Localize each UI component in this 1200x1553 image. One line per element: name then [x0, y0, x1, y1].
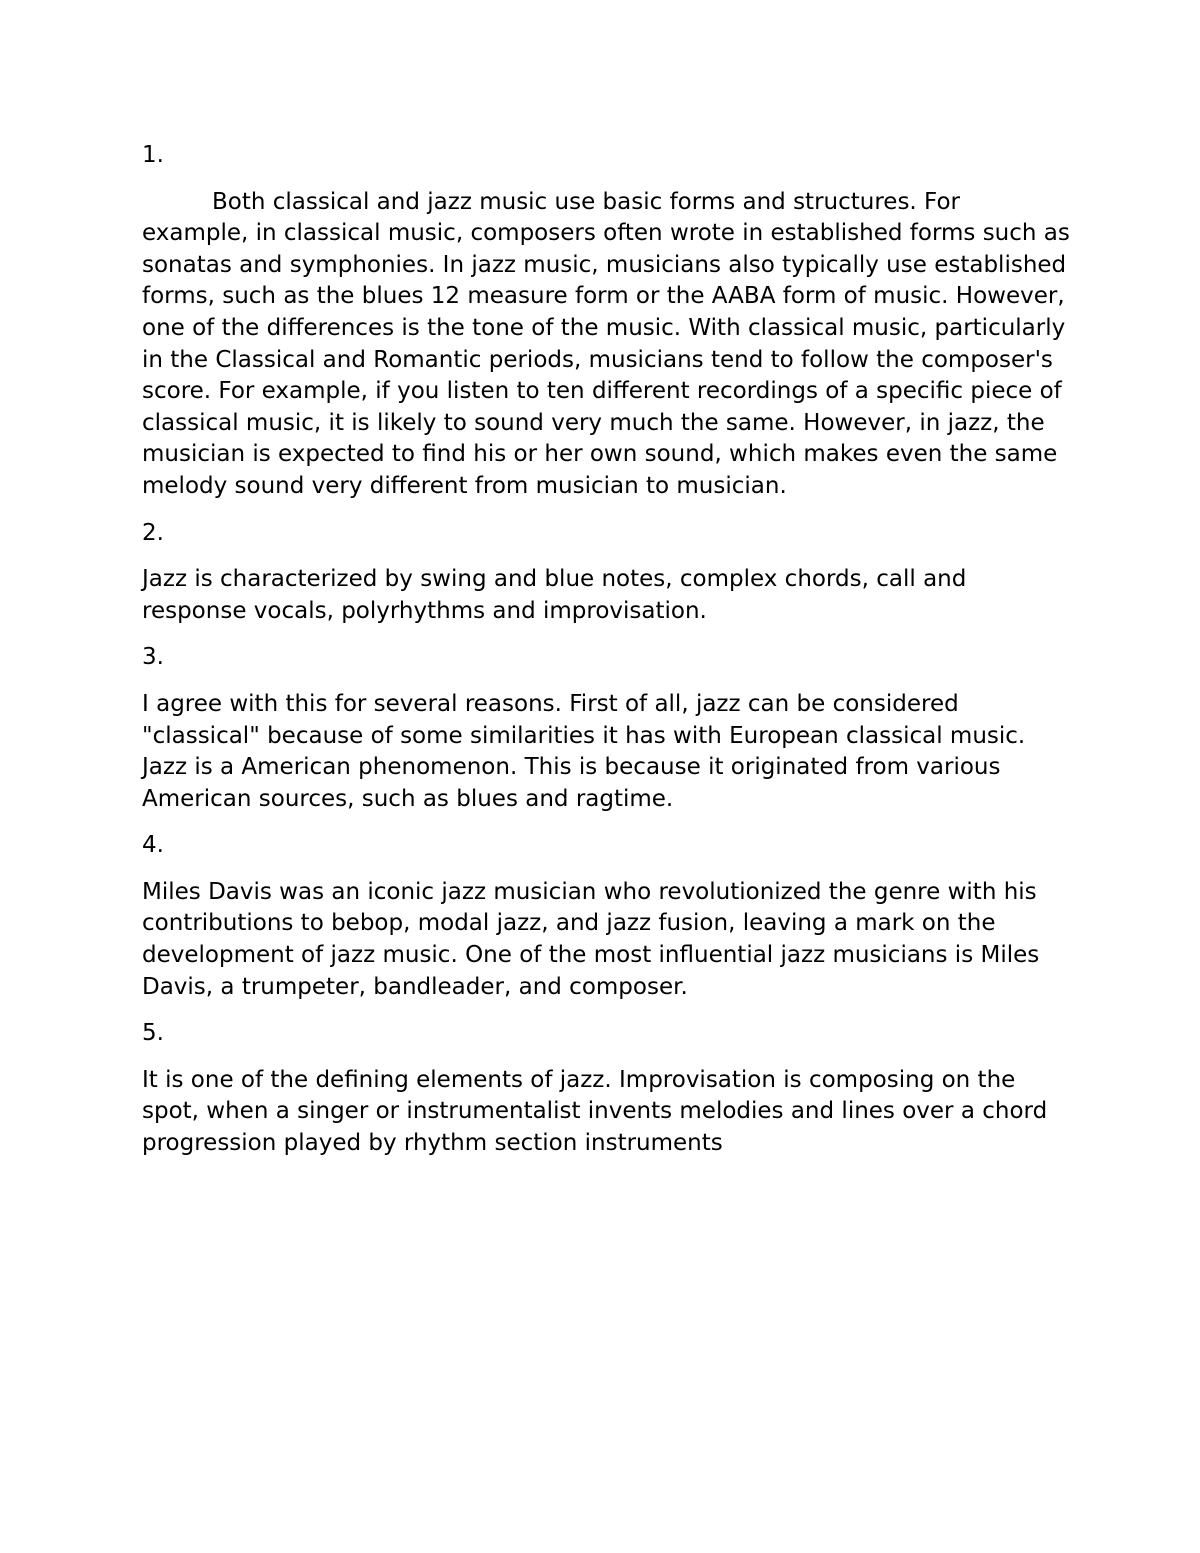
- section-number-5: 5.: [142, 1020, 164, 1047]
- document-body: [142, 140, 1072, 1175]
- section-number-4: 4.: [142, 832, 164, 859]
- section-number-1: 1.: [142, 142, 164, 168]
- section-text-2: Jazz is characterized by swing and blue notes, complex chords, call and response vocals, polyrhythms and improvisation.: [142, 566, 967, 624]
- section-text-1: Both classical and jazz music use basic forms and structures. For example, in classical music, composers often wrote in established forms such as sonatas and symphonies. In jazz music, musicians also typically use established forms, such as the blues 12 measure form or the AABA form of music. However, one of the differences is the tone of the music. With classical music, particularly in the Classical and Romantic periods, musicians tend to follow the composer's score. For example, if you listen to ten different recordings of a specific piece of classical music, it is likely to sound very much the same. However, in jazz, the musician is expected to find his or her own sound, which makes even the same melody sound very different from musician to musician.: [142, 188, 1070, 499]
- section-text-5: It is one of the defining elements of jazz. Improvisation is composing on the spot, when a singer or instrumentalist invents melodies and lines over a chord progression played by rhythm section instruments: [142, 1066, 1048, 1157]
- section-number-2: 2.: [142, 519, 164, 546]
- section-text-3: I agree with this for several reasons. First of all, jazz can be considered "classical" because of some similarities it has with European classical music. Jazz is a American phenomenon. This is because it originated from various American sources, such as blues and ragtime.: [142, 690, 1026, 812]
- section-number-3: 3.: [142, 644, 164, 671]
- section-text-4: Miles Davis was an iconic jazz musician who revolutionized the genre with his contributions to bebop, modal jazz, and jazz fusion, leaving a mark on the development of jazz music. One of the most influential jazz musicians is Miles Davis, a trumpeter, bandleader, and composer.: [142, 878, 1040, 1000]
